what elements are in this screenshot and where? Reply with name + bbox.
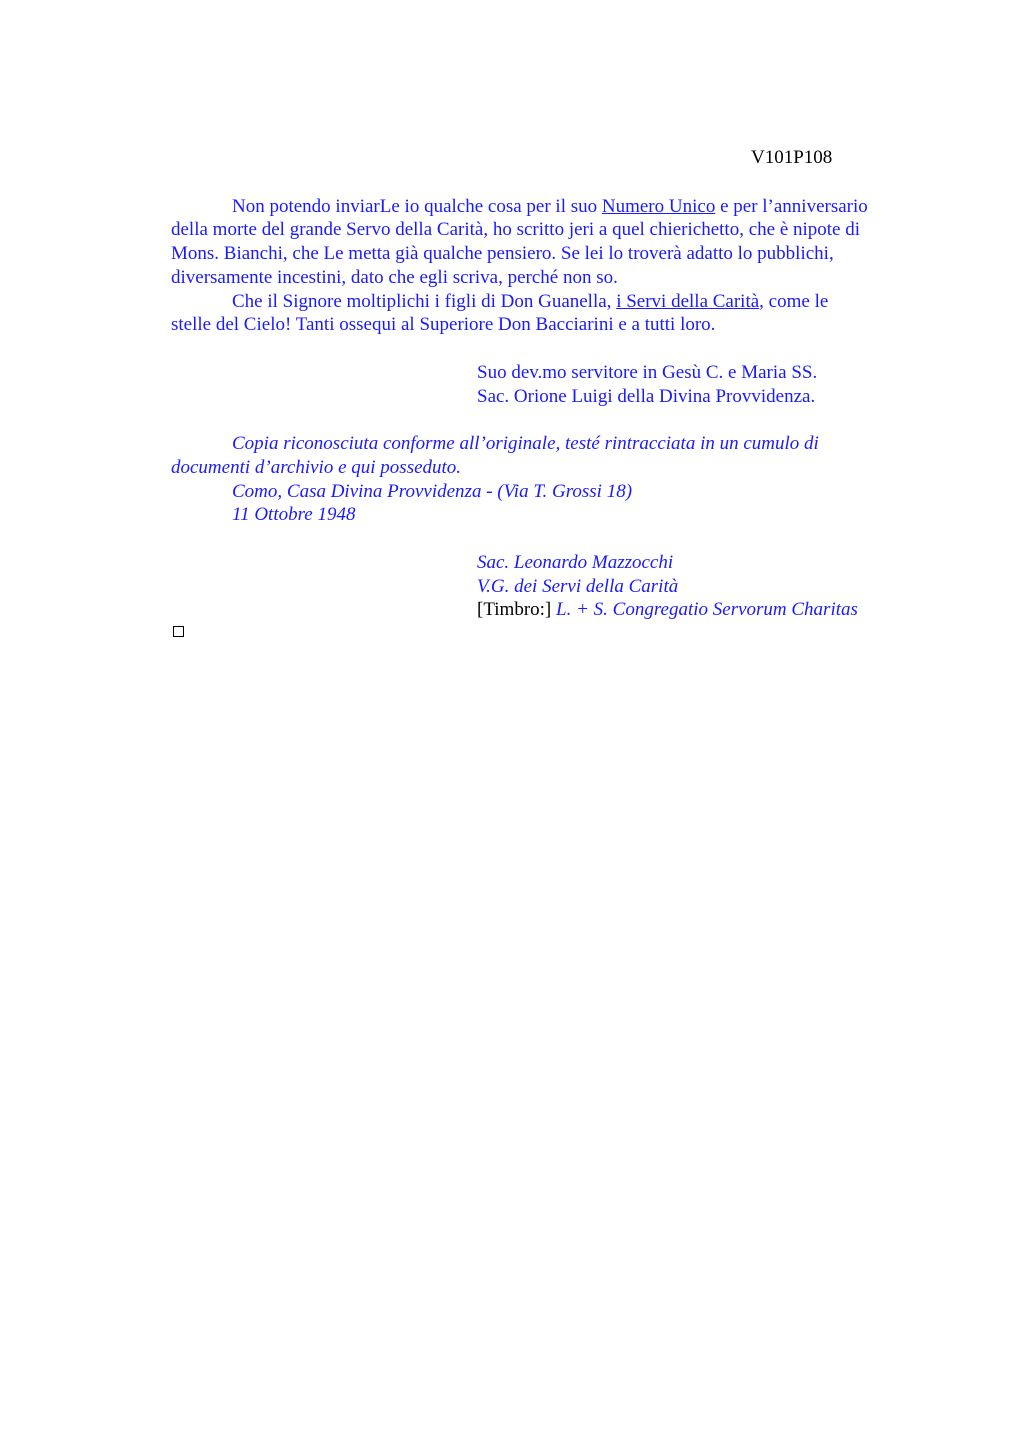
text-span: Che il Signore moltiplichi i figli di Don Guanella, <box>232 291 617 312</box>
closing-line: Suo dev.mo servitore in Gesù C. e Maria SS. <box>477 362 818 383</box>
certification-place: Como, Casa Divina Provvidenza - (Via T. Grossi 18) <box>232 481 633 502</box>
reference-code: V101P108 <box>751 147 833 168</box>
certification-line: Copia riconosciuta conforme all’originale, testé rintracciata in un cumulo di <box>232 433 819 454</box>
stamp-label: [Timbro:] <box>477 599 552 620</box>
paragraph-line: Mons. Bianchi, che Le metta già qualche pensiero. Se lei lo troverà adatto lo pubblichi, <box>171 243 834 264</box>
text-span: e per l’anniversario <box>715 196 868 217</box>
paragraph-line: della morte del grande Servo della Carità, ho scritto jeri a quel chierichetto, che è nipote di <box>171 219 861 240</box>
signer-title: V.G. dei Servi della Carità <box>477 576 679 597</box>
stamp-line <box>477 598 858 622</box>
paragraph-line: diversamente incestini, dato che egli scriva, perché non so. <box>171 267 618 288</box>
text-span: , come le <box>759 291 829 312</box>
underlined-text: i Servi della Carità <box>616 291 760 312</box>
underlined-text: Numero Unico <box>601 196 716 217</box>
paragraph-line <box>232 195 868 219</box>
text-span: Non potendo inviarLe io qualche cosa per il suo <box>232 196 602 217</box>
paragraph-line <box>232 290 828 314</box>
signer-name: Sac. Leonardo Mazzocchi <box>477 552 674 573</box>
certification-line: documenti d’archivio e qui posseduto. <box>171 457 462 478</box>
certification-date: 11 Ottobre 1948 <box>232 504 356 525</box>
stamp-text: L. + S. Congregatio Servorum Charitas <box>556 599 858 620</box>
paragraph-line: stelle del Cielo! Tanti ossequi al Superiore Don Bacciarini e a tutti loro. <box>171 314 716 335</box>
closing-line: Sac. Orione Luigi della Divina Provvidenza. <box>477 386 816 407</box>
checkbox-square-icon <box>173 626 184 637</box>
